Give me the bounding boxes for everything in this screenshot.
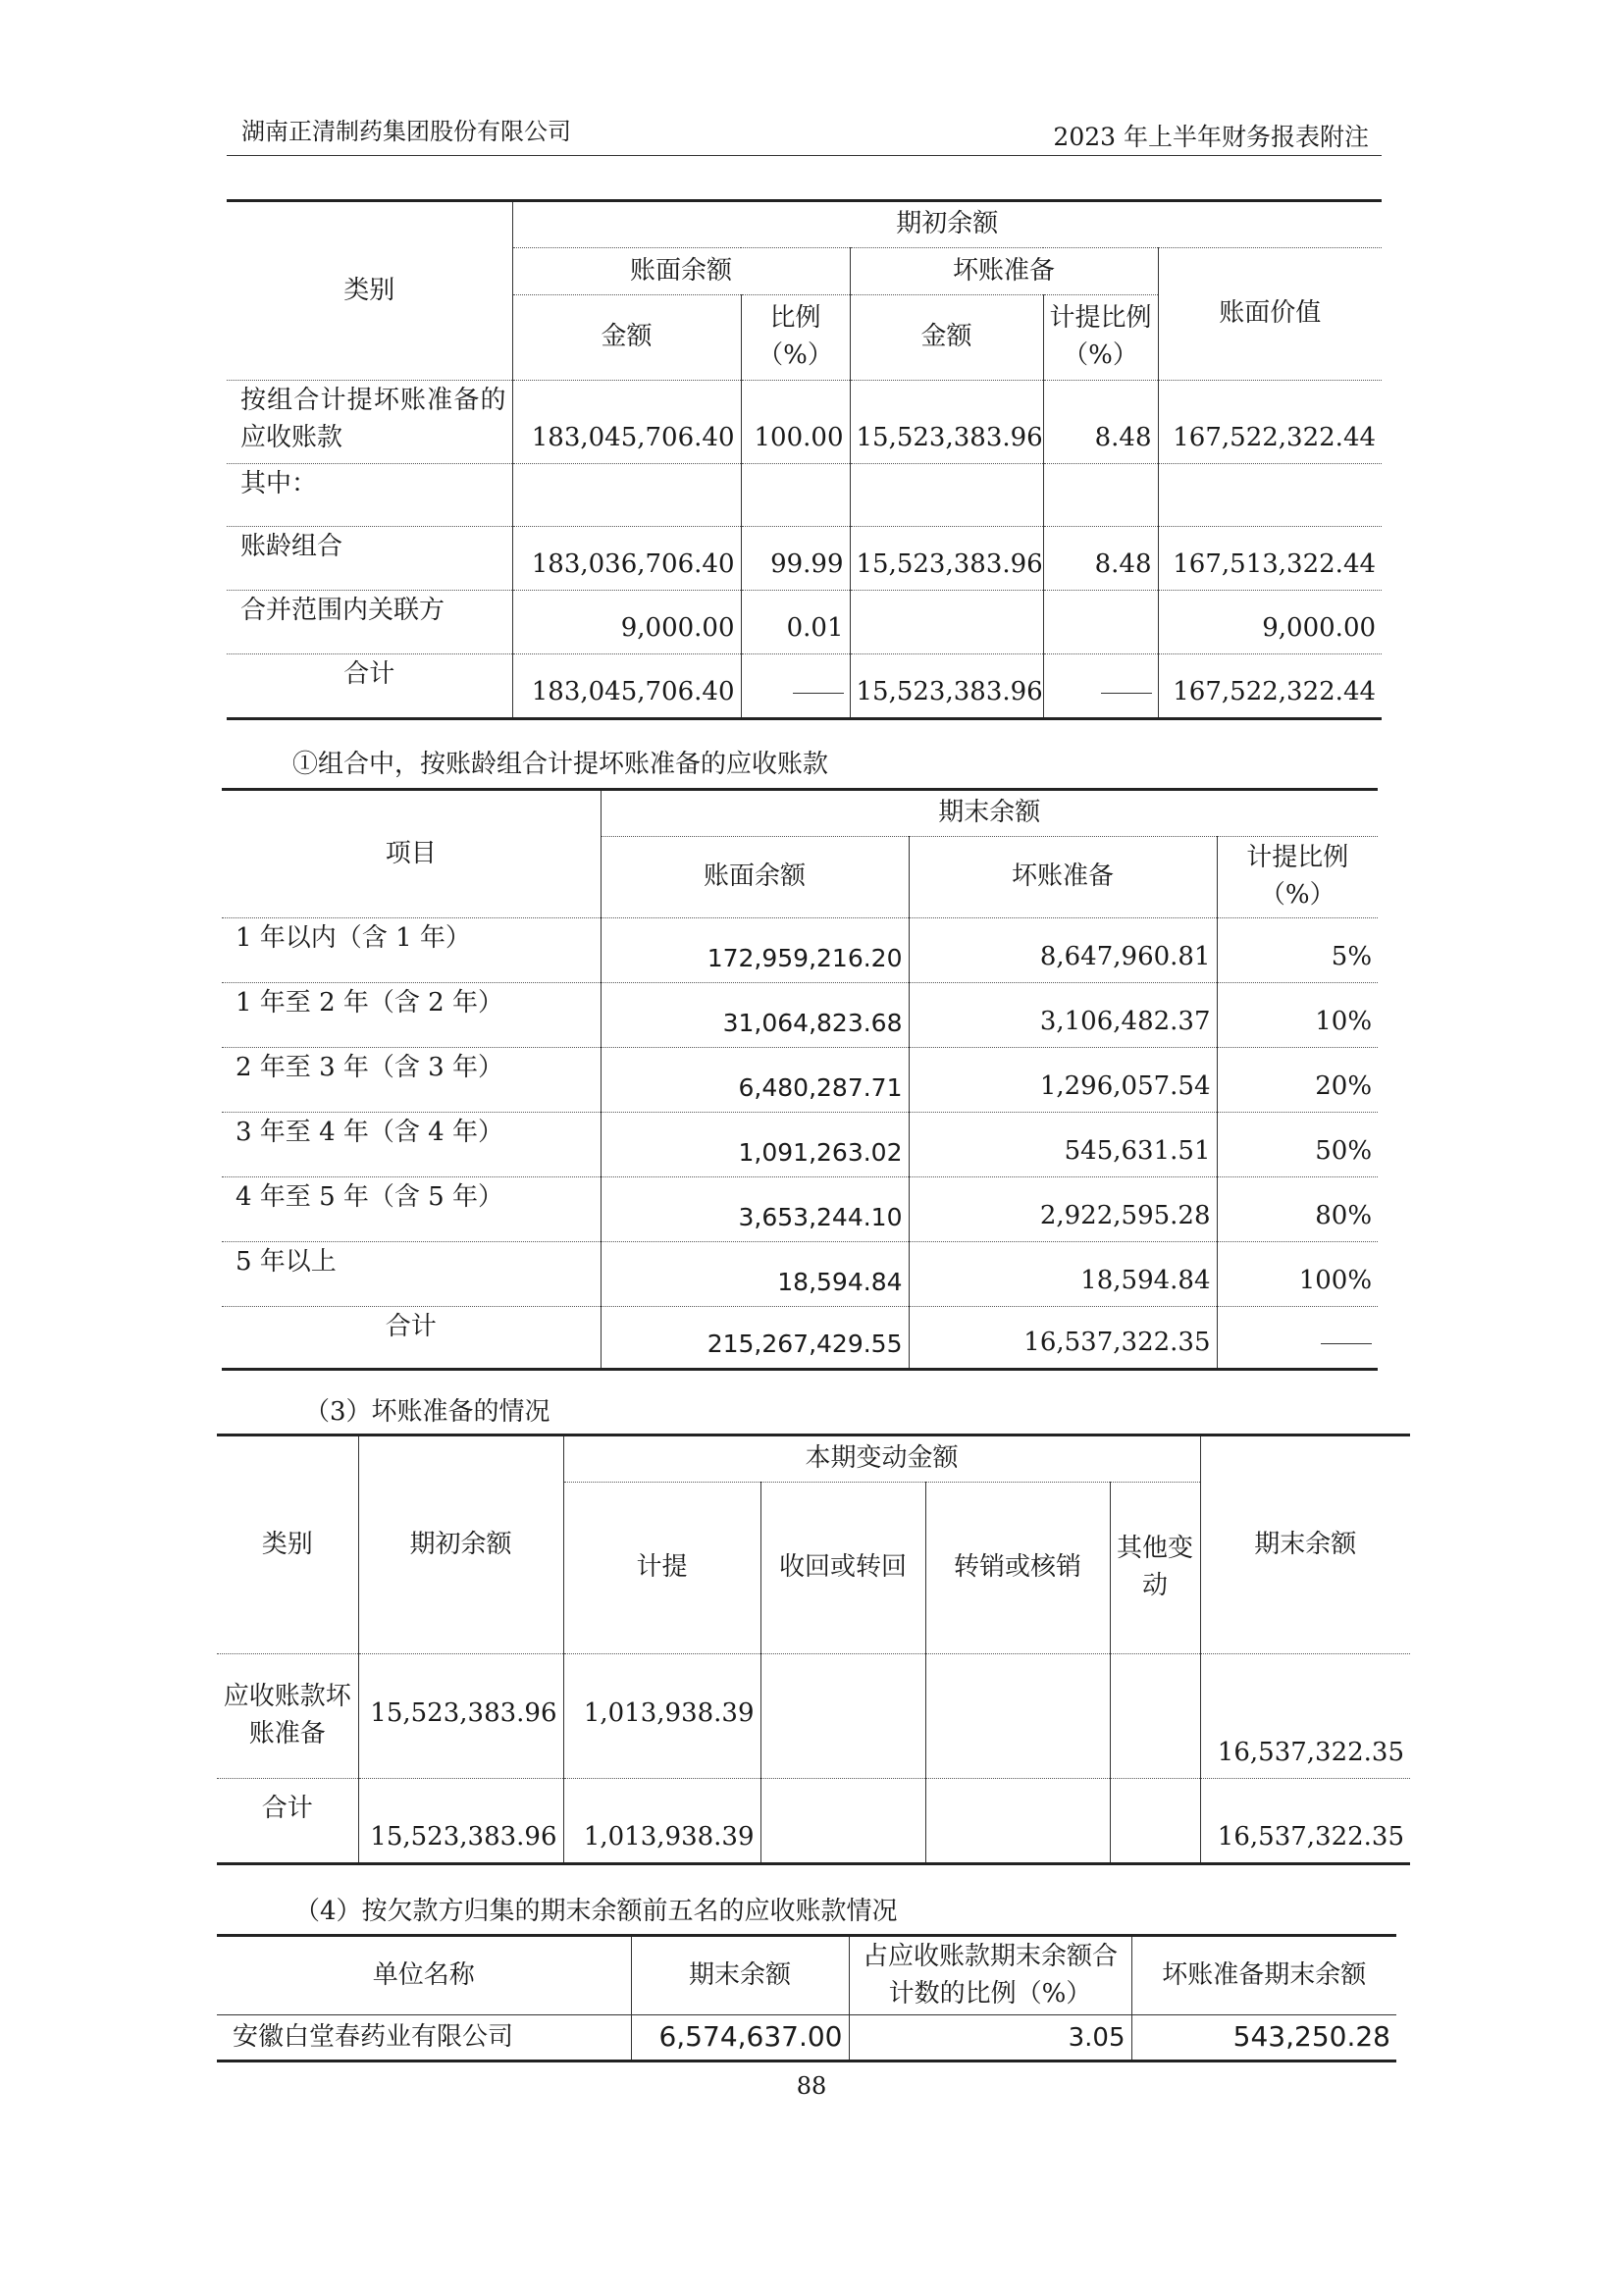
closing-cell: 16,537,322.35	[1200, 1654, 1410, 1779]
book-balance-header: 账面余额	[601, 837, 909, 918]
balance-cell: 6,480,287.71	[601, 1048, 909, 1113]
table-row	[222, 918, 1378, 983]
table-row	[222, 1113, 1378, 1177]
balance-cell: 18,594.84	[601, 1242, 909, 1307]
unit-header: 单位名称	[217, 1936, 631, 2015]
writeoff-cell	[925, 1654, 1110, 1779]
ratio-cell: 100.00	[741, 381, 850, 464]
balance-cell: 3,653,244.10	[601, 1177, 909, 1242]
ratio-header: 比例（%）	[741, 295, 850, 381]
book-value-cell: 167,513,322.44	[1158, 527, 1382, 591]
table-row	[217, 1654, 1410, 1779]
total-label: 合计	[222, 1307, 601, 1370]
total-amount: 183,045,706.40	[512, 654, 741, 719]
amount-cell: 183,036,706.40	[512, 527, 741, 591]
total-book-value: 167,522,322.44	[1158, 654, 1382, 719]
opening-cell: 15,523,383.96	[358, 1654, 563, 1779]
balance-cell: 1,091,263.02	[601, 1113, 909, 1177]
bad-cell: 18,594.84	[909, 1242, 1217, 1307]
provision-cell: 1,013,938.39	[563, 1654, 760, 1779]
closing-header: 期末余额	[631, 1936, 849, 2015]
bad-cell: 8,647,960.81	[909, 918, 1217, 983]
ratio-cell: 50%	[1217, 1113, 1378, 1177]
total-bad: 16,537,322.35	[909, 1307, 1217, 1370]
bad-debt-header: 坏账准备	[850, 248, 1158, 295]
ratio-cell: 99.99	[741, 527, 850, 591]
row-name: 3 年至 4 年（含 4 年）	[222, 1113, 601, 1177]
total-balance: 215,267,429.55	[601, 1307, 909, 1370]
provision-ratio-header: 计提比例（%）	[1043, 295, 1158, 381]
company-name: 湖南正清制药集团股份有限公司	[241, 118, 571, 145]
amount-cell: 9,000.00	[512, 591, 741, 654]
ratio-cell: 20%	[1217, 1048, 1378, 1113]
bad-amount-cell: 15,523,383.96	[850, 381, 1043, 464]
row-name: 5 年以上	[222, 1242, 601, 1307]
category-header: 类别	[227, 201, 512, 381]
recover-header: 收回或转回	[760, 1483, 925, 1654]
section-title-aging: ①组合中，按账龄组合计提坏账准备的应收账款	[292, 750, 829, 779]
bad-cell: 2,922,595.28	[909, 1177, 1217, 1242]
total-recover	[760, 1779, 925, 1864]
total-bad-amount: 15,523,383.96	[850, 654, 1043, 719]
bad-ratio-cell: 8.48	[1043, 381, 1158, 464]
bad-ratio-cell: 8.48	[1043, 527, 1158, 591]
section-title-bad-debt: （3）坏账准备的情况	[304, 1397, 550, 1427]
category-header: 类别	[217, 1435, 358, 1654]
bad-amount-header: 金额	[850, 295, 1043, 381]
table-row	[222, 1242, 1378, 1307]
group-header: 期初余额	[512, 201, 1382, 248]
total-row	[217, 1779, 1410, 1864]
table-row	[227, 527, 1382, 591]
bad-cell: 543,250.28	[1131, 2015, 1396, 2061]
row-name: 账龄组合	[227, 527, 512, 591]
table-row	[222, 983, 1378, 1048]
bad-amount-cell	[850, 464, 1043, 527]
table-row	[222, 1048, 1378, 1113]
group-header: 期末余额	[601, 790, 1378, 837]
bad-ratio-cell	[1043, 591, 1158, 654]
aging-table	[222, 788, 1378, 1371]
ratio-cell: 80%	[1217, 1177, 1378, 1242]
dash-cell	[1217, 1307, 1378, 1370]
unit-name: 安徽白堂春药业有限公司	[217, 2015, 631, 2061]
bad-cell: 3,106,482.37	[909, 983, 1217, 1048]
bad-cell: 545,631.51	[909, 1113, 1217, 1177]
closing-cell: 6,574,637.00	[631, 2015, 849, 2061]
ratio-cell: 100%	[1217, 1242, 1378, 1307]
table-row	[227, 381, 1382, 464]
writeoff-header: 转销或核销	[925, 1483, 1110, 1654]
change-header: 本期变动金额	[563, 1435, 1200, 1483]
table-row	[227, 591, 1382, 654]
other-cell	[1110, 1654, 1200, 1779]
table-row	[217, 2015, 1396, 2061]
row-name: 应收账款坏账准备	[217, 1654, 358, 1779]
amount-header: 金额	[512, 295, 741, 381]
dash-cell	[1043, 654, 1158, 719]
total-other	[1110, 1779, 1200, 1864]
balance-cell: 172,959,216.20	[601, 918, 909, 983]
bad-amount-cell: 15,523,383.96	[850, 527, 1043, 591]
amount-cell	[512, 464, 741, 527]
balance-cell: 31,064,823.68	[601, 983, 909, 1048]
book-value-cell: 9,000.00	[1158, 591, 1382, 654]
total-provision: 1,013,938.39	[563, 1779, 760, 1864]
total-label: 合计	[227, 654, 512, 719]
ratio-cell: 3.05	[849, 2015, 1131, 2061]
row-name: 其中：	[227, 464, 512, 527]
total-row	[227, 654, 1382, 719]
closing-header: 期末余额	[1200, 1435, 1410, 1654]
row-name: 4 年至 5 年（含 5 年）	[222, 1177, 601, 1242]
ratio-cell: 5%	[1217, 918, 1378, 983]
ratio-cell: 10%	[1217, 983, 1378, 1048]
total-closing: 16,537,322.35	[1200, 1779, 1410, 1864]
bad-cell: 1,296,057.54	[909, 1048, 1217, 1113]
page-number: 88	[796, 2072, 827, 2100]
ratio-header: 占应收账款期末余额合计数的比例（%）	[849, 1936, 1131, 2015]
recover-cell	[760, 1654, 925, 1779]
amount-cell: 183,045,706.40	[512, 381, 741, 464]
opening-balance-table	[227, 199, 1382, 720]
book-value-header: 账面价值	[1158, 248, 1382, 381]
header-divider	[227, 155, 1382, 156]
dash-cell	[741, 654, 850, 719]
total-label: 合计	[217, 1779, 358, 1864]
report-title: 2023 年上半年财务报表附注	[1053, 123, 1369, 151]
table-row	[227, 464, 1382, 527]
item-header: 项目	[222, 790, 601, 918]
opening-header: 期初余额	[358, 1435, 563, 1654]
other-header: 其他变动	[1110, 1483, 1200, 1654]
total-writeoff	[925, 1779, 1110, 1864]
bad-debt-provision-table	[217, 1434, 1410, 1865]
ratio-cell: 0.01	[741, 591, 850, 654]
book-value-cell	[1158, 464, 1382, 527]
row-name: 1 年至 2 年（含 2 年）	[222, 983, 601, 1048]
section-title-top-five: （4）按欠款方归集的期末余额前五名的应收账款情况	[294, 1897, 898, 1926]
ratio-header: 计提比例（%）	[1217, 837, 1378, 918]
table-row	[222, 1177, 1378, 1242]
ratio-cell	[741, 464, 850, 527]
bad-amount-cell	[850, 591, 1043, 654]
bad-ratio-cell	[1043, 464, 1158, 527]
book-value-cell: 167,522,322.44	[1158, 381, 1382, 464]
bad-debt-header: 坏账准备	[909, 837, 1217, 918]
row-name: 2 年至 3 年（含 3 年）	[222, 1048, 601, 1113]
row-name: 按组合计提坏账准备的应收账款	[227, 381, 512, 464]
provision-header: 计提	[563, 1483, 760, 1654]
top-five-debtors-table	[217, 1934, 1396, 2062]
total-row	[222, 1307, 1378, 1370]
book-balance-header: 账面余额	[512, 248, 850, 295]
row-name: 1 年以内（含 1 年）	[222, 918, 601, 983]
bad-header: 坏账准备期末余额	[1131, 1936, 1396, 2015]
row-name: 合并范围内关联方	[227, 591, 512, 654]
total-opening: 15,523,383.96	[358, 1779, 563, 1864]
